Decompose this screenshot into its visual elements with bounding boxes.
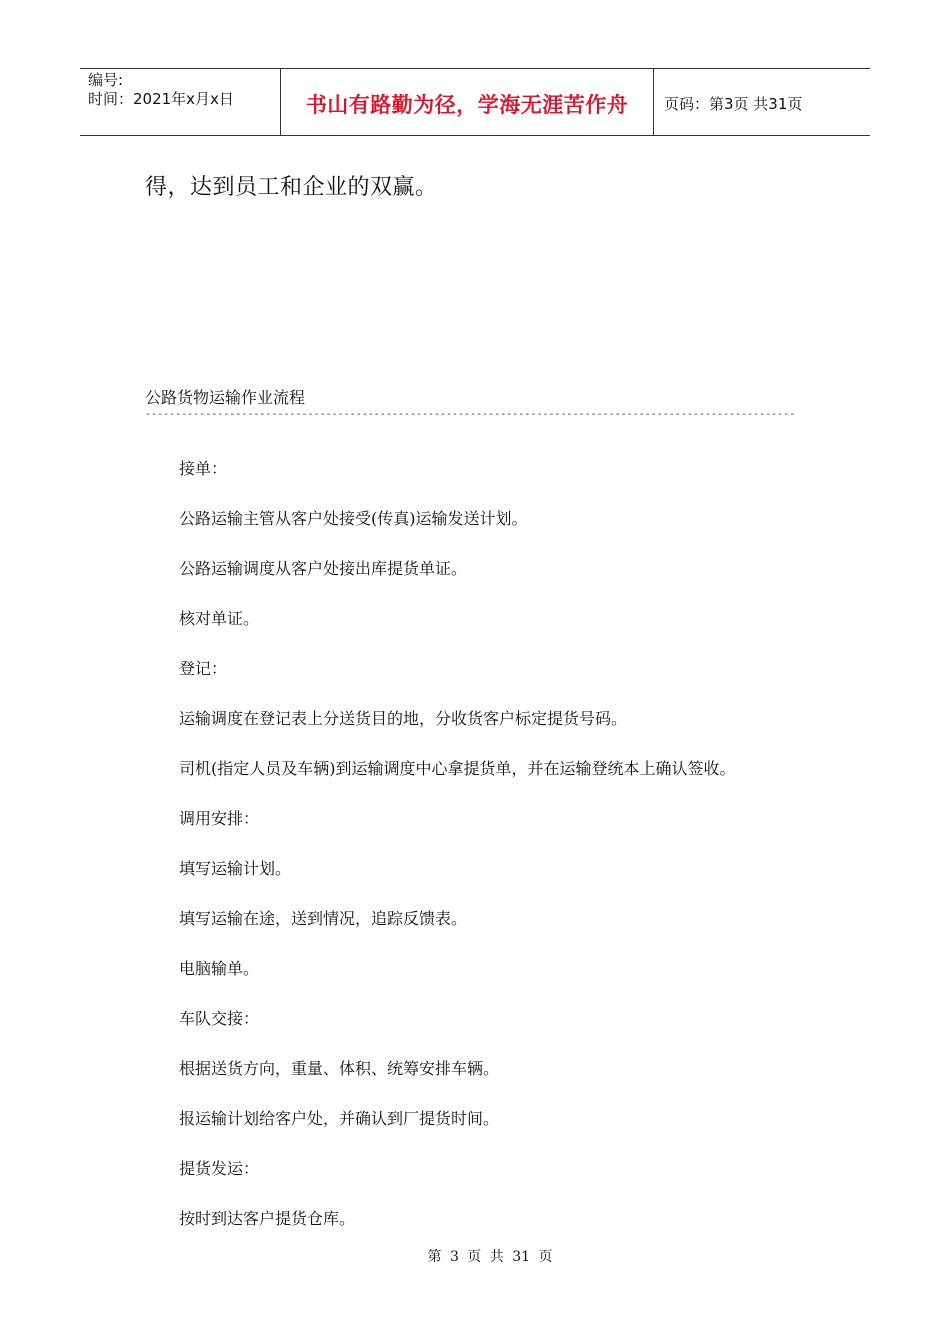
list-item: 报运输计划给客户处，并确认到厂提货时间。 <box>179 1109 500 1128</box>
list-item: 公路运输调度从客户处接出库提货单证。 <box>179 559 468 578</box>
list-item: 填写运输计划。 <box>179 859 292 878</box>
list-item: 填写运输在途，送到情况，追踪反馈表。 <box>179 909 468 928</box>
section-title: 公路货物运输作业流程 <box>145 388 306 407</box>
list-item: 登记： <box>179 659 228 678</box>
document-time-label: 时间：2021年x月x日 <box>88 90 234 108</box>
list-item: 电脑输单。 <box>179 959 260 978</box>
list-item: 根据送货方向，重量、体积、统筹安排车辆。 <box>179 1059 500 1078</box>
list-item: 司机(指定人员及车辆)到运输调度中心拿提货单，并在运输登统本上确认签收。 <box>179 759 736 778</box>
list-item: 提货发运： <box>179 1159 260 1178</box>
list-item: 按时到达客户提货仓库。 <box>179 1209 356 1228</box>
lead-paragraph: 得，达到员工和企业的双赢。 <box>145 175 438 200</box>
list-item: 运输调度在登记表上分送货目的地，分收货客户标定提货号码。 <box>179 709 628 728</box>
page-footer: 第 3 页 共 31 页 <box>427 1249 553 1265</box>
list-item: 调用安排： <box>179 809 260 828</box>
list-item: 核对单证。 <box>179 609 260 628</box>
list-item: 接单： <box>179 459 228 478</box>
process-steps-list <box>179 458 859 1258</box>
list-item: 车队交接： <box>179 1009 260 1028</box>
dashed-divider: ------------------------------------------------------------------------------------------------------------ <box>145 409 796 420</box>
document-number-label: 编号: <box>88 71 124 89</box>
list-item: 公路运输主管从客户处接受(传真)运输发送计划。 <box>179 509 528 528</box>
header-meta-cell <box>80 69 281 135</box>
header-motto: 书山有路勤为径，学海无涯苦作舟 <box>281 69 654 135</box>
header-page-info: 页码：第3页 共31页 <box>664 94 803 113</box>
header-table <box>80 68 870 136</box>
